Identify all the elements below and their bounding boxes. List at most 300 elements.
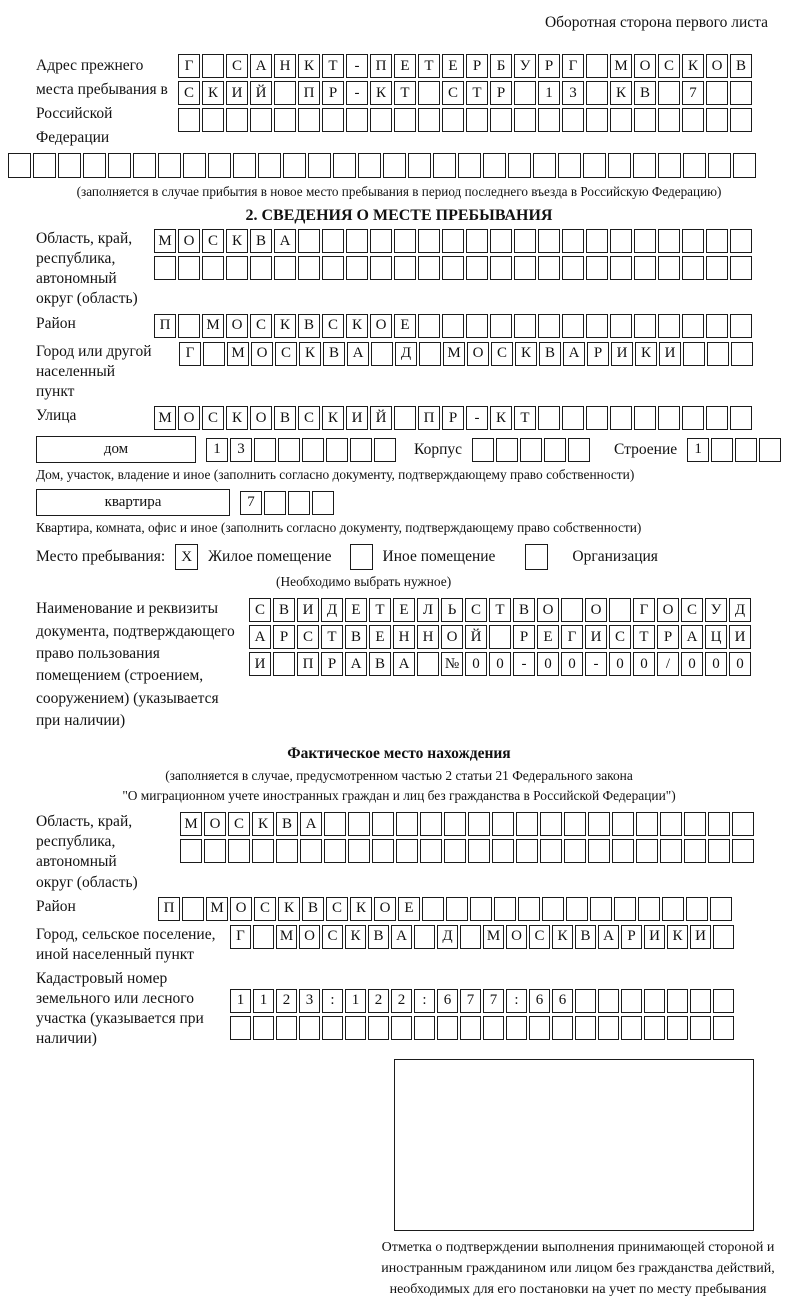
- document-row-1[interactable]: [249, 598, 751, 622]
- char-cell: [590, 897, 612, 921]
- char-cell: О: [374, 897, 396, 921]
- document-label: Наименование и реквизиты документа, подтверждающего право пользования помещением (строением, сооружением) (указывается при наличии): [36, 600, 235, 730]
- char-cell: [308, 153, 331, 178]
- char-cell: [566, 897, 588, 921]
- char-cell: [575, 1016, 596, 1040]
- char-cell: С: [322, 314, 344, 338]
- char-cell: Й: [465, 625, 487, 649]
- char-cell: [516, 812, 538, 836]
- char-cell: [442, 256, 464, 280]
- char-cell: [706, 314, 728, 338]
- char-cell: С: [249, 598, 271, 622]
- char-cell: Р: [587, 342, 609, 366]
- apartment-row: [36, 489, 790, 516]
- char-cell: [514, 256, 536, 280]
- char-cell: [612, 839, 634, 863]
- fact-district-row[interactable]: [158, 897, 732, 921]
- char-cell: М: [206, 897, 228, 921]
- char-cell: [252, 839, 274, 863]
- char-cell: [682, 256, 704, 280]
- char-cell: [133, 153, 156, 178]
- char-cell: К: [610, 81, 632, 105]
- char-cell: [621, 989, 642, 1013]
- char-cell: К: [278, 897, 300, 921]
- char-cell: [178, 108, 200, 132]
- char-cell: -: [513, 652, 535, 676]
- char-cell: Р: [273, 625, 295, 649]
- cadastre-label: Кадастровый номер земельного или лесного участка (указывается при наличии): [36, 969, 204, 1048]
- char-cell: [544, 438, 566, 462]
- char-cell: А: [681, 625, 703, 649]
- char-cell: И: [659, 342, 681, 366]
- char-cell: У: [514, 54, 536, 78]
- char-cell: К: [667, 925, 688, 949]
- char-cell: С: [529, 925, 550, 949]
- stay-option-organization-checkbox[interactable]: [525, 544, 548, 570]
- char-cell: К: [252, 812, 274, 836]
- stay-option-organization-label: Организация: [572, 548, 658, 566]
- char-cell: Н: [274, 54, 296, 78]
- char-cell: С: [326, 897, 348, 921]
- char-cell: С: [322, 925, 343, 949]
- char-cell: [662, 897, 684, 921]
- char-cell: [300, 839, 322, 863]
- fact-city-field: [36, 925, 790, 965]
- char-cell: [460, 1016, 481, 1040]
- char-cell: А: [347, 342, 369, 366]
- char-cell: [586, 81, 608, 105]
- char-cell: [610, 108, 632, 132]
- char-cell: [483, 153, 506, 178]
- char-cell: О: [226, 314, 248, 338]
- char-cell: [483, 1016, 504, 1040]
- char-cell: Р: [322, 81, 344, 105]
- fact-location-title: Фактическое место нахождения: [287, 744, 511, 762]
- char-cell: Д: [395, 342, 417, 366]
- char-cell: 1: [230, 989, 251, 1013]
- char-cell: М: [202, 314, 224, 338]
- char-cell: [514, 81, 536, 105]
- char-cell: [713, 989, 734, 1013]
- char-cell: [730, 406, 752, 430]
- street-field: [36, 406, 790, 430]
- char-cell: 3: [562, 81, 584, 105]
- char-cell: С: [442, 81, 464, 105]
- char-cell: [466, 256, 488, 280]
- char-cell: А: [345, 652, 367, 676]
- char-cell: [730, 229, 752, 253]
- char-cell: [562, 314, 584, 338]
- char-cell: М: [483, 925, 504, 949]
- char-cell: [253, 925, 274, 949]
- char-cell: Р: [513, 625, 535, 649]
- char-cell: [636, 839, 658, 863]
- char-cell: [690, 989, 711, 1013]
- char-cell: [586, 229, 608, 253]
- char-cell: [326, 438, 348, 462]
- char-cell: 0: [561, 652, 583, 676]
- char-cell: [391, 1016, 412, 1040]
- char-cell: [418, 229, 440, 253]
- char-cell: [108, 153, 131, 178]
- char-cell: [208, 153, 231, 178]
- char-cell: [444, 839, 466, 863]
- char-cell: [520, 438, 542, 462]
- city-label: Город или другой населенный пункт: [36, 342, 152, 400]
- char-cell: П: [418, 406, 440, 430]
- house-type-box: дом: [36, 436, 196, 463]
- char-cell: [472, 438, 494, 462]
- char-cell: [759, 438, 781, 462]
- stay-option-residential-checkbox[interactable]: X: [175, 544, 198, 570]
- char-cell: [614, 897, 636, 921]
- region-row-1[interactable]: [154, 229, 752, 253]
- char-cell: [466, 229, 488, 253]
- char-cell: [396, 839, 418, 863]
- char-cell: В: [730, 54, 752, 78]
- char-cell: [610, 256, 632, 280]
- char-cell: В: [250, 229, 272, 253]
- fact-region-label: Область, край, республика, автономный округ (область): [36, 813, 138, 891]
- char-cell: К: [515, 342, 537, 366]
- char-cell: [588, 839, 610, 863]
- char-cell: В: [274, 406, 296, 430]
- stay-type-note: (Необходимо выбрать нужное): [276, 574, 452, 590]
- char-cell: К: [682, 54, 704, 78]
- char-cell: [370, 108, 392, 132]
- char-cell: [634, 108, 656, 132]
- char-cell: К: [345, 925, 366, 949]
- char-cell: [538, 314, 560, 338]
- char-cell: [586, 54, 608, 78]
- stroenie-cells[interactable]: [687, 438, 781, 462]
- char-cell: [420, 812, 442, 836]
- char-cell: [561, 598, 583, 622]
- char-cell: Т: [633, 625, 655, 649]
- prev-address-label: Адрес прежнего места пребывания в Российской Федерации: [36, 57, 168, 147]
- char-cell: [730, 256, 752, 280]
- city-field: [36, 342, 790, 402]
- char-cell: [658, 314, 680, 338]
- char-cell: [538, 256, 560, 280]
- char-cell: [458, 153, 481, 178]
- char-cell: [408, 153, 431, 178]
- char-cell: В: [575, 925, 596, 949]
- char-cell: [644, 1016, 665, 1040]
- char-cell: [299, 1016, 320, 1040]
- document-row-2[interactable]: [249, 625, 751, 649]
- char-cell: [598, 1016, 619, 1040]
- char-cell: [552, 1016, 573, 1040]
- char-cell: [540, 812, 562, 836]
- char-cell: [324, 812, 346, 836]
- char-cell: [312, 491, 334, 515]
- char-cell: [489, 625, 511, 649]
- char-cell: [466, 314, 488, 338]
- house-number-cells[interactable]: [206, 438, 396, 462]
- char-cell: [226, 256, 248, 280]
- char-cell: [706, 108, 728, 132]
- char-cell: [586, 314, 608, 338]
- char-cell: [276, 839, 298, 863]
- char-cell: [713, 925, 734, 949]
- char-cell: В: [276, 812, 298, 836]
- char-cell: [204, 839, 226, 863]
- char-cell: Д: [729, 598, 751, 622]
- char-cell: [533, 153, 556, 178]
- char-cell: Т: [418, 54, 440, 78]
- fact-location-subtitle-1: (заполняется в случае, предусмотренном частью 2 статьи 21 Федерального закона: [165, 767, 633, 783]
- char-cell: [706, 81, 728, 105]
- prev-address-row-1[interactable]: [178, 54, 752, 78]
- char-cell: [58, 153, 81, 178]
- prev-address-row-3[interactable]: [178, 108, 752, 132]
- char-cell: [492, 839, 514, 863]
- char-cell: [83, 153, 106, 178]
- char-cell: Е: [394, 314, 416, 338]
- char-cell: [203, 342, 225, 366]
- char-cell: О: [370, 314, 392, 338]
- char-cell: О: [178, 406, 200, 430]
- char-cell: Е: [345, 598, 367, 622]
- char-cell: [358, 153, 381, 178]
- char-cell: С: [298, 406, 320, 430]
- char-cell: [442, 108, 464, 132]
- char-cell: [276, 1016, 297, 1040]
- char-cell: [33, 153, 56, 178]
- street-row[interactable]: [154, 406, 752, 430]
- prev-address-row-2[interactable]: [178, 81, 752, 105]
- char-cell: С: [297, 625, 319, 649]
- char-cell: Е: [442, 54, 464, 78]
- char-cell: М: [443, 342, 465, 366]
- char-cell: [732, 812, 754, 836]
- region-label: Область, край, республика, автономный округ (область): [36, 230, 138, 308]
- char-cell: [682, 229, 704, 253]
- char-cell: [418, 256, 440, 280]
- char-cell: [350, 438, 372, 462]
- char-cell: [468, 812, 490, 836]
- char-cell: [514, 229, 536, 253]
- char-cell: 7: [460, 989, 481, 1013]
- korpus-label: Корпус: [414, 440, 462, 458]
- char-cell: [178, 314, 200, 338]
- char-cell: 1: [538, 81, 560, 105]
- char-cell: :: [414, 989, 435, 1013]
- char-cell: [583, 153, 606, 178]
- char-cell: [586, 256, 608, 280]
- char-cell: Л: [417, 598, 439, 622]
- apartment-type-box: квартира: [36, 489, 230, 516]
- district-row[interactable]: [154, 314, 752, 338]
- char-cell: [250, 256, 272, 280]
- char-cell: [298, 229, 320, 253]
- prev-address-row-4[interactable]: [8, 153, 790, 178]
- char-cell: Е: [398, 897, 420, 921]
- prev-address-field: [36, 54, 790, 150]
- char-cell: [506, 1016, 527, 1040]
- char-cell: :: [506, 989, 527, 1013]
- char-cell: [707, 342, 729, 366]
- char-cell: П: [370, 54, 392, 78]
- char-cell: П: [158, 897, 180, 921]
- char-cell: [562, 406, 584, 430]
- char-cell: Б: [490, 54, 512, 78]
- char-cell: [658, 81, 680, 105]
- char-cell: Ь: [441, 598, 463, 622]
- char-cell: 1: [253, 989, 274, 1013]
- char-cell: [730, 108, 752, 132]
- char-cell: [202, 54, 224, 78]
- char-cell: М: [180, 812, 202, 836]
- char-cell: /: [657, 652, 679, 676]
- char-cell: 1: [687, 438, 709, 462]
- char-cell: [394, 256, 416, 280]
- char-cell: [182, 897, 204, 921]
- stay-option-residential-label: Жилое помещение: [208, 548, 332, 566]
- char-cell: [634, 406, 656, 430]
- char-cell: С: [491, 342, 513, 366]
- char-cell: К: [370, 81, 392, 105]
- document-row-3[interactable]: [249, 652, 751, 676]
- char-cell: [568, 438, 590, 462]
- char-cell: [731, 342, 753, 366]
- char-cell: [264, 491, 286, 515]
- char-cell: К: [635, 342, 657, 366]
- char-cell: [371, 342, 393, 366]
- fact-region-field: [36, 812, 790, 893]
- char-cell: [226, 108, 248, 132]
- char-cell: [348, 839, 370, 863]
- char-cell: [433, 153, 456, 178]
- char-cell: У: [705, 598, 727, 622]
- char-cell: А: [249, 625, 271, 649]
- char-cell: [274, 108, 296, 132]
- fact-district-label: Район: [36, 897, 76, 915]
- char-cell: [346, 108, 368, 132]
- char-cell: [516, 839, 538, 863]
- char-cell: [612, 812, 634, 836]
- char-cell: М: [154, 229, 176, 253]
- char-cell: О: [441, 625, 463, 649]
- char-cell: [258, 153, 281, 178]
- stamp-caption: Отметка о подтверждении выполнения принимающей стороной и иностранным гражданином или лицом без гражданства действий, необходимых для его постановки на учет по месту пребывания: [381, 1240, 775, 1298]
- char-cell: 7: [240, 491, 262, 515]
- fact-region-row-2[interactable]: [180, 839, 754, 863]
- char-cell: [496, 438, 518, 462]
- char-cell: [418, 108, 440, 132]
- char-cell: [634, 256, 656, 280]
- korpus-cells[interactable]: [472, 438, 590, 462]
- char-cell: [588, 812, 610, 836]
- char-cell: 2: [391, 989, 412, 1013]
- fact-region-row-1[interactable]: [180, 812, 754, 836]
- char-cell: 3: [299, 989, 320, 1013]
- char-cell: [633, 153, 656, 178]
- char-cell: Т: [489, 598, 511, 622]
- char-cell: [658, 153, 681, 178]
- cadastre-row-2[interactable]: [230, 1016, 734, 1040]
- fact-city-row[interactable]: [230, 925, 734, 949]
- region-row-2[interactable]: [154, 256, 752, 280]
- char-cell: [658, 108, 680, 132]
- char-cell: [372, 839, 394, 863]
- char-cell: [558, 153, 581, 178]
- char-cell: И: [249, 652, 271, 676]
- char-cell: И: [611, 342, 633, 366]
- char-cell: Г: [562, 54, 584, 78]
- apartment-cells[interactable]: [240, 491, 334, 515]
- char-cell: Р: [466, 54, 488, 78]
- char-cell: И: [297, 598, 319, 622]
- char-cell: [514, 314, 536, 338]
- char-cell: О: [506, 925, 527, 949]
- char-cell: [735, 438, 757, 462]
- char-cell: [542, 897, 564, 921]
- char-cell: [322, 229, 344, 253]
- char-cell: С: [178, 81, 200, 105]
- cadastre-row-1[interactable]: [230, 989, 734, 1013]
- char-cell: [298, 256, 320, 280]
- char-cell: [514, 108, 536, 132]
- char-cell: П: [154, 314, 176, 338]
- stay-option-other-checkbox[interactable]: [350, 544, 373, 570]
- char-cell: [732, 839, 754, 863]
- char-cell: [490, 108, 512, 132]
- char-cell: С: [250, 314, 272, 338]
- char-cell: [564, 839, 586, 863]
- stroenie-label: Строение: [614, 440, 678, 458]
- char-cell: [634, 314, 656, 338]
- char-cell: [690, 1016, 711, 1040]
- char-cell: В: [323, 342, 345, 366]
- char-cell: 0: [681, 652, 703, 676]
- char-cell: А: [391, 925, 412, 949]
- char-cell: [733, 153, 756, 178]
- char-cell: [538, 229, 560, 253]
- char-cell: С: [254, 897, 276, 921]
- char-cell: [492, 812, 514, 836]
- char-cell: Т: [321, 625, 343, 649]
- char-cell: О: [657, 598, 679, 622]
- char-cell: :: [322, 989, 343, 1013]
- char-cell: [158, 153, 181, 178]
- char-cell: К: [298, 54, 320, 78]
- char-cell: [682, 406, 704, 430]
- char-cell: [322, 1016, 343, 1040]
- char-cell: [274, 81, 296, 105]
- char-cell: Г: [230, 925, 251, 949]
- char-cell: Н: [393, 625, 415, 649]
- char-cell: [288, 491, 310, 515]
- char-cell: [444, 812, 466, 836]
- char-cell: Т: [322, 54, 344, 78]
- char-cell: Р: [621, 925, 642, 949]
- district-field: [36, 314, 790, 338]
- city-row[interactable]: [179, 342, 753, 366]
- char-cell: К: [552, 925, 573, 949]
- char-cell: О: [467, 342, 489, 366]
- char-cell: [636, 812, 658, 836]
- char-cell: [394, 108, 416, 132]
- char-cell: [283, 153, 306, 178]
- street-label: Улица: [36, 407, 77, 425]
- char-cell: К: [274, 314, 296, 338]
- char-cell: В: [298, 314, 320, 338]
- char-cell: 1: [206, 438, 228, 462]
- char-cell: -: [346, 81, 368, 105]
- char-cell: [538, 108, 560, 132]
